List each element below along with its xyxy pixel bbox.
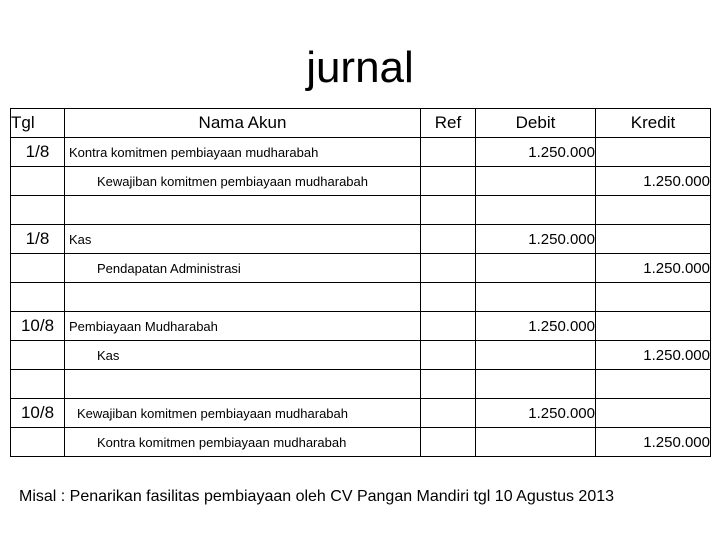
cell-ref bbox=[421, 196, 476, 225]
cell-ref bbox=[421, 283, 476, 312]
cell-nama-akun: Kewajiban komitmen pembiayaan mudharabah bbox=[65, 167, 421, 196]
table-row bbox=[11, 225, 711, 254]
table-row bbox=[11, 254, 711, 283]
example-note: Misal : Penarikan fasilitas pembiayaan oleh CV Pangan Mandiri tgl 10 Agustus 2013 bbox=[19, 488, 615, 505]
cell-debit bbox=[476, 196, 596, 225]
cell-nama-akun: Kontra komitmen pembiayaan mudharabah bbox=[65, 428, 421, 457]
cell-kredit bbox=[596, 196, 711, 225]
cell-tgl bbox=[11, 283, 65, 312]
cell-kredit: 1.250.000 bbox=[596, 341, 711, 370]
cell-debit bbox=[476, 254, 596, 283]
cell-nama-akun: Kontra komitmen pembiayaan mudharabah bbox=[65, 138, 421, 167]
cell-tgl bbox=[11, 254, 65, 283]
cell-nama-akun: Kas bbox=[65, 341, 421, 370]
cell-nama-akun: Pembiayaan Mudharabah bbox=[65, 312, 421, 341]
journal-table bbox=[10, 108, 711, 457]
cell-ref bbox=[421, 428, 476, 457]
cell-kredit bbox=[596, 312, 711, 341]
column-header-tgl: Tgl bbox=[11, 109, 65, 138]
cell-nama-akun bbox=[65, 196, 421, 225]
cell-tgl bbox=[11, 196, 65, 225]
cell-nama-akun: Pendapatan Administrasi bbox=[65, 254, 421, 283]
cell-tgl: 1/8 bbox=[11, 225, 65, 254]
cell-ref bbox=[421, 138, 476, 167]
cell-tgl: 10/8 bbox=[11, 399, 65, 428]
cell-nama-akun: Kas bbox=[65, 225, 421, 254]
cell-debit: 1.250.000 bbox=[476, 399, 596, 428]
cell-kredit: 1.250.000 bbox=[596, 254, 711, 283]
table-row bbox=[11, 138, 711, 167]
cell-ref bbox=[421, 225, 476, 254]
cell-kredit bbox=[596, 399, 711, 428]
cell-tgl: 10/8 bbox=[11, 312, 65, 341]
table-row bbox=[11, 312, 711, 341]
cell-kredit bbox=[596, 225, 711, 254]
cell-debit bbox=[476, 341, 596, 370]
table-row bbox=[11, 283, 711, 312]
column-header-nama-akun: Nama Akun bbox=[65, 109, 421, 138]
cell-tgl bbox=[11, 370, 65, 399]
table-row bbox=[11, 341, 711, 370]
cell-tgl bbox=[11, 428, 65, 457]
cell-nama-akun bbox=[65, 370, 421, 399]
cell-debit: 1.250.000 bbox=[476, 225, 596, 254]
cell-kredit bbox=[596, 283, 711, 312]
table-row bbox=[11, 428, 711, 457]
cell-nama-akun bbox=[65, 283, 421, 312]
cell-tgl bbox=[11, 167, 65, 196]
table-row bbox=[11, 167, 711, 196]
table-row bbox=[11, 399, 711, 428]
page-title: jurnal bbox=[306, 43, 414, 92]
cell-debit: 1.250.000 bbox=[476, 138, 596, 167]
cell-debit bbox=[476, 167, 596, 196]
cell-ref bbox=[421, 167, 476, 196]
cell-kredit: 1.250.000 bbox=[596, 428, 711, 457]
column-header-ref: Ref bbox=[421, 109, 476, 138]
cell-debit: 1.250.000 bbox=[476, 312, 596, 341]
cell-nama-akun: Kewajiban komitmen pembiayaan mudharabah bbox=[65, 399, 421, 428]
cell-kredit bbox=[596, 138, 711, 167]
column-header-kredit: Kredit bbox=[596, 109, 711, 138]
cell-ref bbox=[421, 341, 476, 370]
table-row bbox=[11, 196, 711, 225]
table-row bbox=[11, 370, 711, 399]
cell-debit bbox=[476, 370, 596, 399]
cell-tgl bbox=[11, 341, 65, 370]
column-header-debit: Debit bbox=[476, 109, 596, 138]
cell-ref bbox=[421, 254, 476, 283]
cell-kredit bbox=[596, 370, 711, 399]
table-header-row bbox=[11, 109, 711, 138]
cell-debit bbox=[476, 283, 596, 312]
cell-ref bbox=[421, 399, 476, 428]
cell-tgl: 1/8 bbox=[11, 138, 65, 167]
cell-ref bbox=[421, 370, 476, 399]
cell-kredit: 1.250.000 bbox=[596, 167, 711, 196]
cell-debit bbox=[476, 428, 596, 457]
cell-ref bbox=[421, 312, 476, 341]
